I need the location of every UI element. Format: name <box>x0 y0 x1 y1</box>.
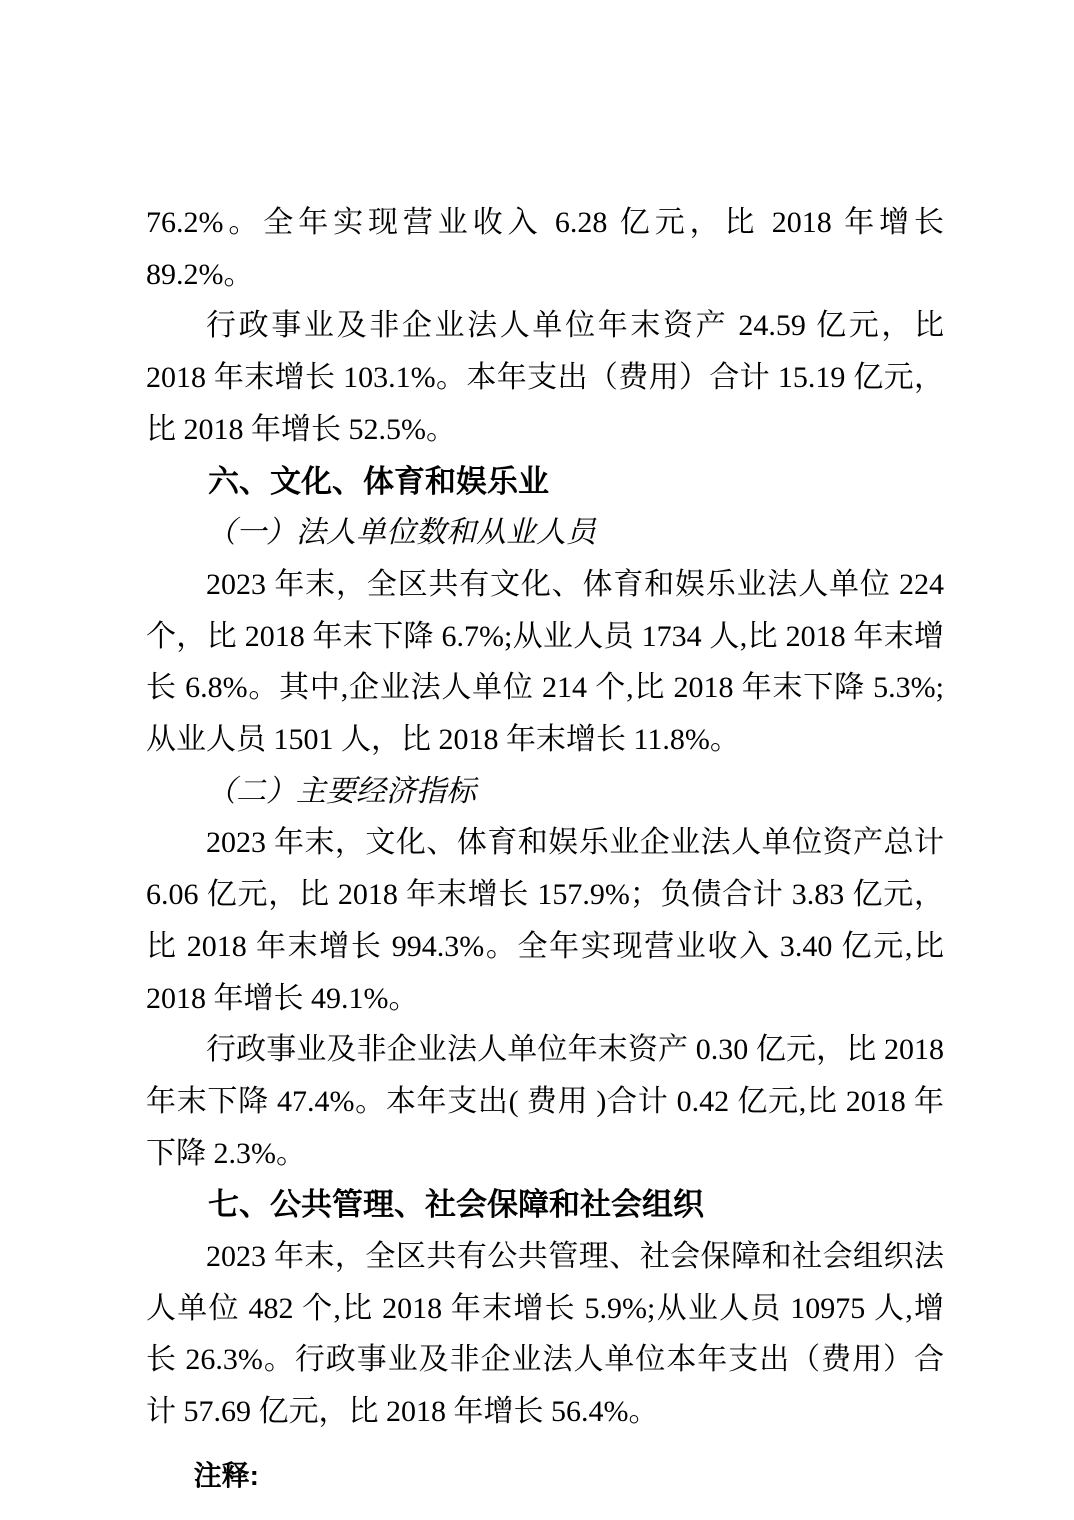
body-paragraph: 2023 年末，全区共有文化、体育和娱乐业法人单位 224 个，比 2018 年末下降 6.7%;从业人员 1734 人,比 2018 年末增长 6.8%。其中,企业法人单位 214 个,比 2018 年末下降 5.3%;从业人员 1501 人，比 2018 年末增长 11.8%。 <box>146 567 944 757</box>
sub-heading: （一）法人单位数和从业人员 <box>206 516 596 550</box>
sub-heading: （二）主要经济指标 <box>206 774 476 808</box>
body-paragraph: 行政事业及非企业法人单位年末资产 0.30 亿元，比 2018 年末下降 47.4%。本年支出( 费用 )合计 0.42 亿元,比 2018 年下降 2.3%。 <box>146 1033 944 1170</box>
section-heading: 七、公共管理、社会保障和社会组织 <box>208 1187 704 1223</box>
body-paragraph: 行政事业及非企业法人单位年末资产 24.59 亿元，比 2018 年末增长 103.1%。本年支出（费用）合计 15.19 亿元，比 2018 年增长 52.5%。 <box>146 309 944 446</box>
body-paragraph: 76.2%。全年实现营业收入 6.28 亿元，比 2018 年增长 89.2%。 <box>146 206 944 291</box>
notes-label: 注释: <box>193 1459 259 1491</box>
body-paragraph: 2023 年末，文化、体育和娱乐业企业法人单位资产总计 6.06 亿元，比 2018 年末增长 157.9%；负债合计 3.83 亿元，比 2018 年末增长 994.3%。全年实现营业收入 3.40 亿元,比 2018 年增长 49.1%。 <box>146 826 944 1015</box>
body-paragraph: 2023 年末，全区共有公共管理、社会保障和社会组织法人单位 482 个,比 2018 年末增长 5.9%;从业人员 10975 人,增长 26.3%。行政事业及非企业法人单位本年支出（费用）合计 57.69 亿元，比 2018 年增长 56.4%。 <box>146 1240 944 1429</box>
document-content <box>146 197 944 1502</box>
section-heading: 六、文化、体育和娱乐业 <box>208 463 549 499</box>
